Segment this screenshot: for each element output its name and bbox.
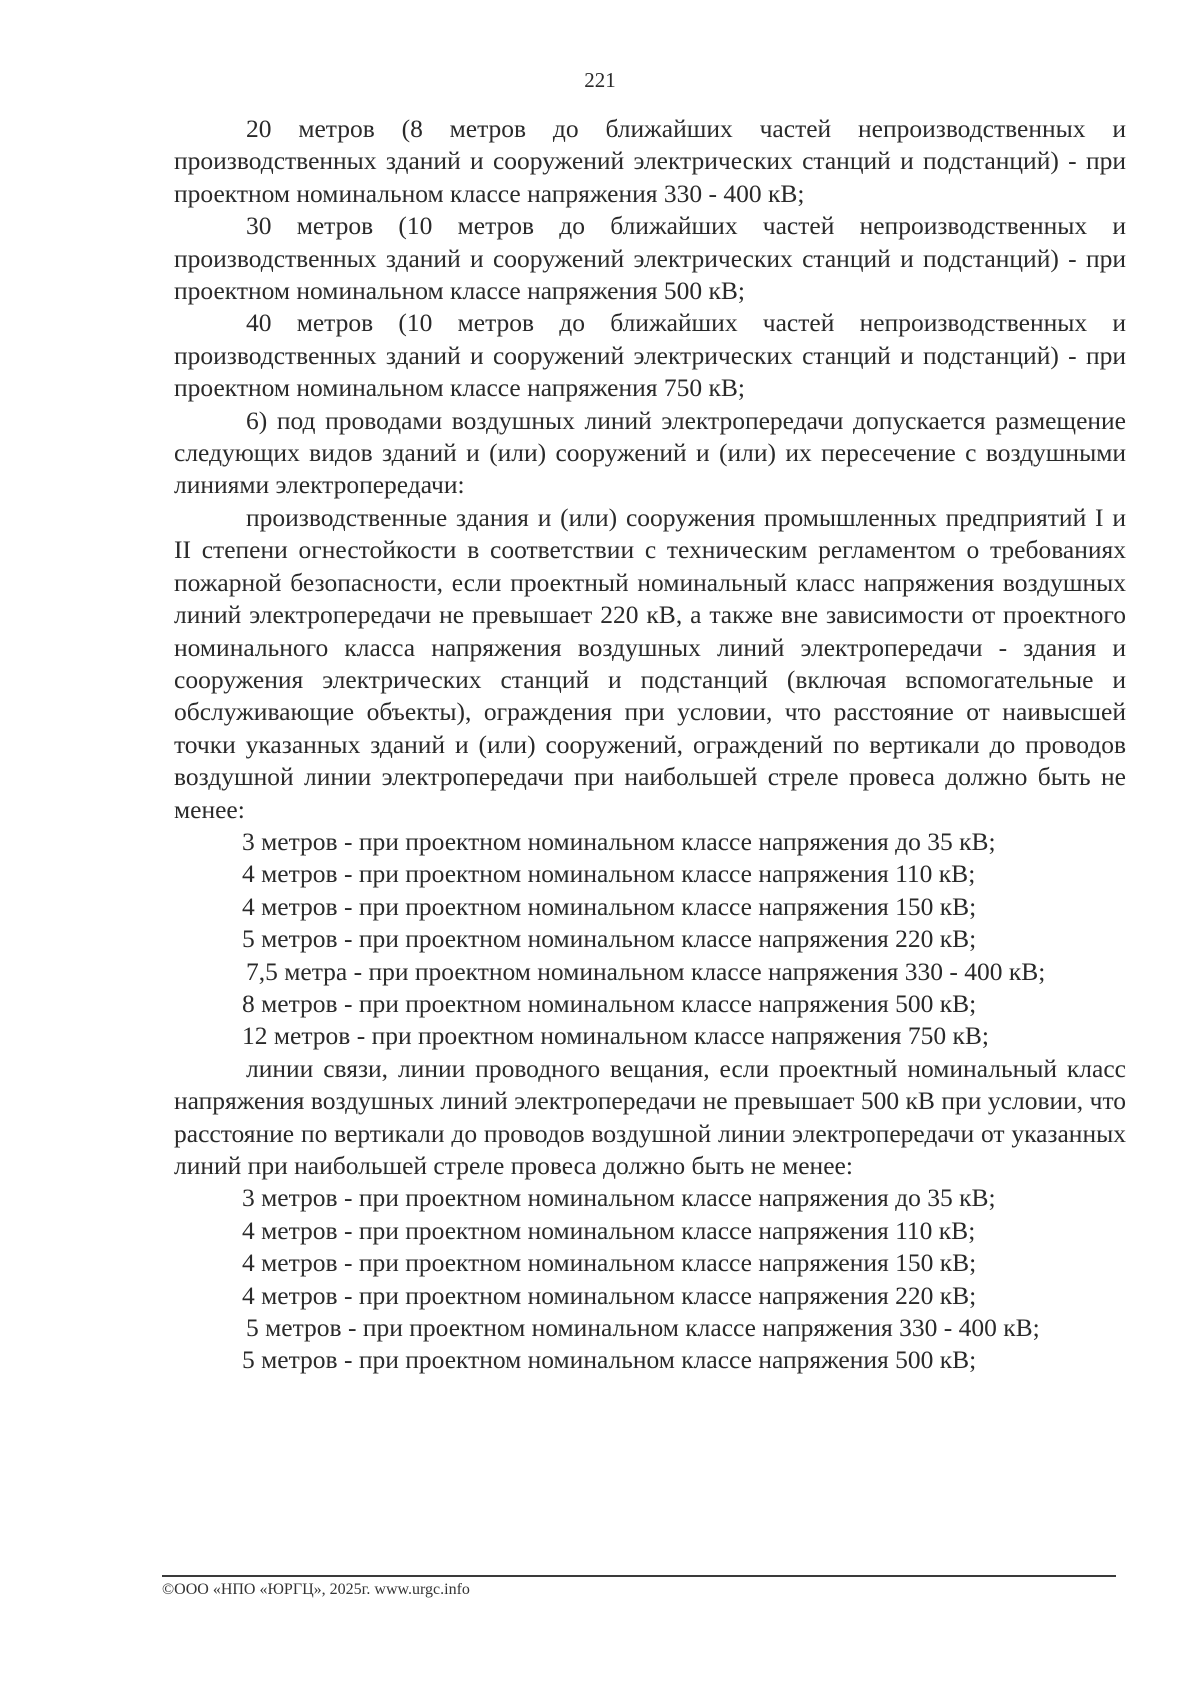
document-body bbox=[174, 113, 1126, 1377]
footer-divider bbox=[162, 1575, 1116, 1577]
list-item: 3 метров - при проектном номинальном классе напряжения до 35 кВ; bbox=[242, 1183, 996, 1213]
list-item: 4 метров - при проектном номинальном классе напряжения 110 кВ; bbox=[242, 859, 976, 889]
list-item: 12 метров - при проектном номинальном классе напряжения 750 кВ; bbox=[242, 1021, 989, 1051]
list-item: 5 метров - при проектном номинальном классе напряжения 500 кВ; bbox=[242, 1345, 977, 1375]
list-item: 4 метров - при проектном номинальном классе напряжения 220 кВ; bbox=[242, 1280, 977, 1310]
paragraph: линии связи, линии проводного вещания, если проектный номинальный класс напряжения воздушных линий электропередачи не превышает 500 кВ при условии, что расстояние по вертикали до проводов воздушной линии электропередачи от указанных линий при наибольшей стреле провеса должно быть не менее: bbox=[174, 1053, 1126, 1180]
list-item: 5 метров - при проектном номинальном классе напряжения 220 кВ; bbox=[242, 924, 977, 954]
list-item: 4 метров - при проектном номинальном классе напряжения 150 кВ; bbox=[242, 891, 977, 921]
list-item: 4 метров - при проектном номинальном классе напряжения 110 кВ; bbox=[242, 1215, 976, 1245]
paragraph: производственные здания и (или) сооружения промышленных предприятий I и II степени огнестойкости в соответствии с техническим регламентом о требованиях пожарной безопасности, если проектный номинальный класс напряжения воздушных линий электропередачи не превышает 220 кВ, а также вне зависимости от проектного номинального класса напряжения воздушных линий электропередачи - здания и сооружения электрических станций и подстанций (включая вспомогательные и обслуживающие объекты), ограждения при условии, что расстояние от наивысшей точки указанных зданий и (или) сооружений, ограждений по вертикали до проводов воздушной линии электропередачи при наибольшей стреле провеса должно быть не менее: bbox=[174, 502, 1126, 824]
paragraph: 6) под проводами воздушных линий электропередачи допускается размещение следующих видов зданий и (или) сооружений и (или) их пересечение с воздушными линиями электропередачи: bbox=[174, 405, 1126, 500]
list-item: 4 метров - при проектном номинальном классе напряжения 150 кВ; bbox=[242, 1248, 977, 1278]
paragraph: 40 метров (10 метров до ближайших частей непроизводственных и производственных зданий и сооружений электрических станций и подстанций) - при проектном номинальном классе напряжения 750 кВ; bbox=[174, 308, 1126, 403]
list-item: 8 метров - при проектном номинальном классе напряжения 500 кВ; bbox=[242, 988, 977, 1018]
paragraph: 20 метров (8 метров до ближайших частей непроизводственных и производственных зданий и сооружений электрических станций и подстанций) - при проектном номинальном классе напряжения 330 - 400 кВ; bbox=[174, 114, 1126, 208]
page-number: 221 bbox=[584, 68, 616, 92]
footer-copyright: ©ООО «НПО «ЮРГЦ», 2025г. www.urgc.info bbox=[162, 1581, 470, 1598]
list-item: 5 метров - при проектном номинальном классе напряжения 330 - 400 кВ; bbox=[246, 1313, 1040, 1343]
paragraph: 30 метров (10 метров до ближайших частей непроизводственных и производственных зданий и сооружений электрических станций и подстанций) - при проектном номинальном классе напряжения 500 кВ; bbox=[174, 211, 1126, 306]
list-item: 7,5 метра - при проектном номинальном классе напряжения 330 - 400 кВ; bbox=[246, 956, 1046, 986]
list-item: 3 метров - при проектном номинальном классе напряжения до 35 кВ; bbox=[242, 826, 996, 856]
